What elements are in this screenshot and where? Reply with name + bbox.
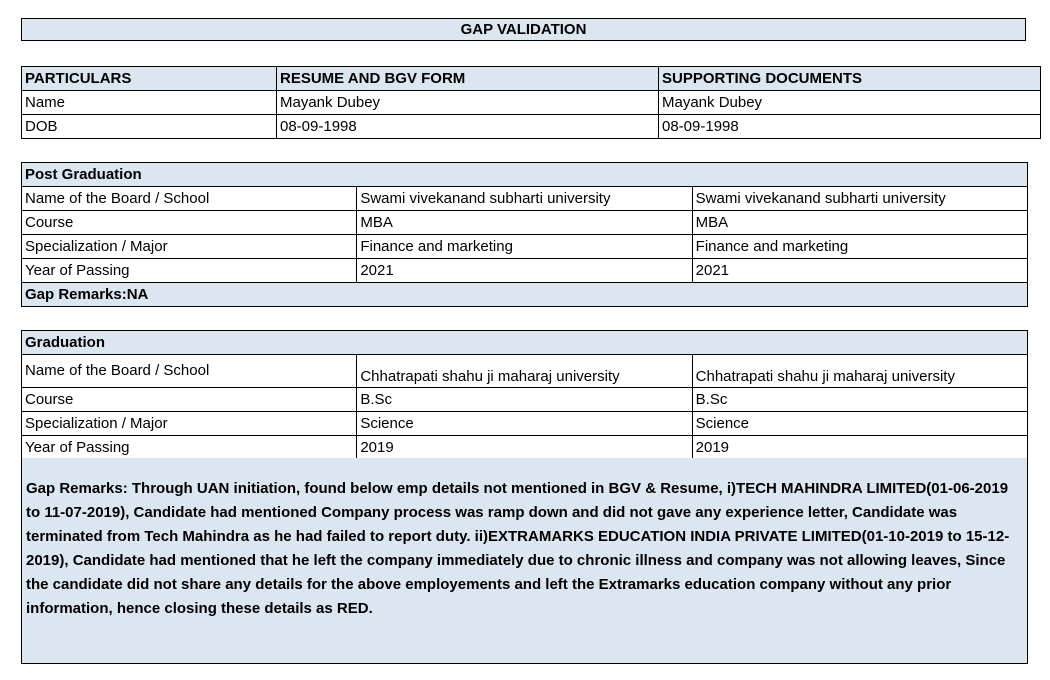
row-label: Course — [22, 211, 357, 235]
docs-value: 2019 — [692, 436, 1027, 460]
section-heading-row — [22, 163, 1028, 187]
docs-value: B.Sc — [692, 388, 1027, 412]
post-graduation-table — [21, 162, 1028, 307]
docs-value: MBA — [692, 211, 1027, 235]
resume-value: 2019 — [357, 436, 692, 460]
docs-value: Chhatrapati shahu ji maharaj university — [692, 355, 1027, 388]
resume-value: Swami vivekanand subharti university — [357, 187, 692, 211]
section-heading: Graduation — [22, 331, 1028, 355]
docs-value: 08-09-1998 — [659, 115, 1041, 139]
personal-details-table — [21, 66, 1041, 139]
docs-value: Swami vivekanand subharti university — [692, 187, 1027, 211]
section-heading-row — [22, 331, 1028, 355]
docs-value: 2021 — [692, 259, 1027, 283]
resume-value: Mayank Dubey — [277, 91, 659, 115]
table-row — [22, 211, 1028, 235]
resume-value: Chhatrapati shahu ji maharaj university — [357, 355, 692, 388]
row-label: Year of Passing — [22, 259, 357, 283]
resume-value: 08-09-1998 — [277, 115, 659, 139]
gap-remarks-row — [22, 283, 1028, 307]
table-header-row — [22, 67, 1041, 91]
resume-value: Finance and marketing — [357, 235, 692, 259]
row-label: Name of the Board / School — [22, 187, 357, 211]
header-resume: RESUME AND BGV FORM — [277, 67, 659, 91]
graduation-table — [21, 330, 1028, 460]
row-label: Name — [22, 91, 277, 115]
table-row — [22, 187, 1028, 211]
gap-remarks: Gap Remarks:NA — [22, 283, 1028, 307]
docs-value: Mayank Dubey — [659, 91, 1041, 115]
graduation-gap-remarks: Gap Remarks: Through UAN initiation, found below emp details not mentioned in BGV & Resume, i)TECH MAHINDRA LIMITED(01-06-2019 to 11-07-2019), Candidate had mentioned Company process was ramp down and did not gave any experience letter, Candidate was terminated from Tech Mahindra as he had failed to report duty. ii)EXTRAMARKS EDUCATION INDIA PRIVATE LIMITED(01-10-2019 to 15-12-2019), Candidate had mentioned that he left the company immediately due to chronic illness and company was not allowing leaves, Since the candidate did not share any details for the above employements and left the Extramarks education company without any prior information, hence closing these details as RED. — [21, 458, 1028, 664]
table-row — [22, 235, 1028, 259]
resume-value: Science — [357, 412, 692, 436]
row-label: DOB — [22, 115, 277, 139]
table-row — [22, 355, 1028, 388]
docs-value: Finance and marketing — [692, 235, 1027, 259]
table-row — [22, 91, 1041, 115]
table-row — [22, 436, 1028, 460]
page-title: GAP VALIDATION — [21, 18, 1026, 41]
row-label: Course — [22, 388, 357, 412]
row-label: Year of Passing — [22, 436, 357, 460]
table-row — [22, 412, 1028, 436]
row-label: Name of the Board / School — [22, 355, 357, 388]
header-particulars: PARTICULARS — [22, 67, 277, 91]
docs-value: Science — [692, 412, 1027, 436]
row-label: Specialization / Major — [22, 235, 357, 259]
resume-value: MBA — [357, 211, 692, 235]
row-label: Specialization / Major — [22, 412, 357, 436]
resume-value: 2021 — [357, 259, 692, 283]
table-row — [22, 115, 1041, 139]
section-heading: Post Graduation — [22, 163, 1028, 187]
table-row — [22, 259, 1028, 283]
header-supporting-docs: SUPPORTING DOCUMENTS — [659, 67, 1041, 91]
resume-value: B.Sc — [357, 388, 692, 412]
table-row — [22, 388, 1028, 412]
